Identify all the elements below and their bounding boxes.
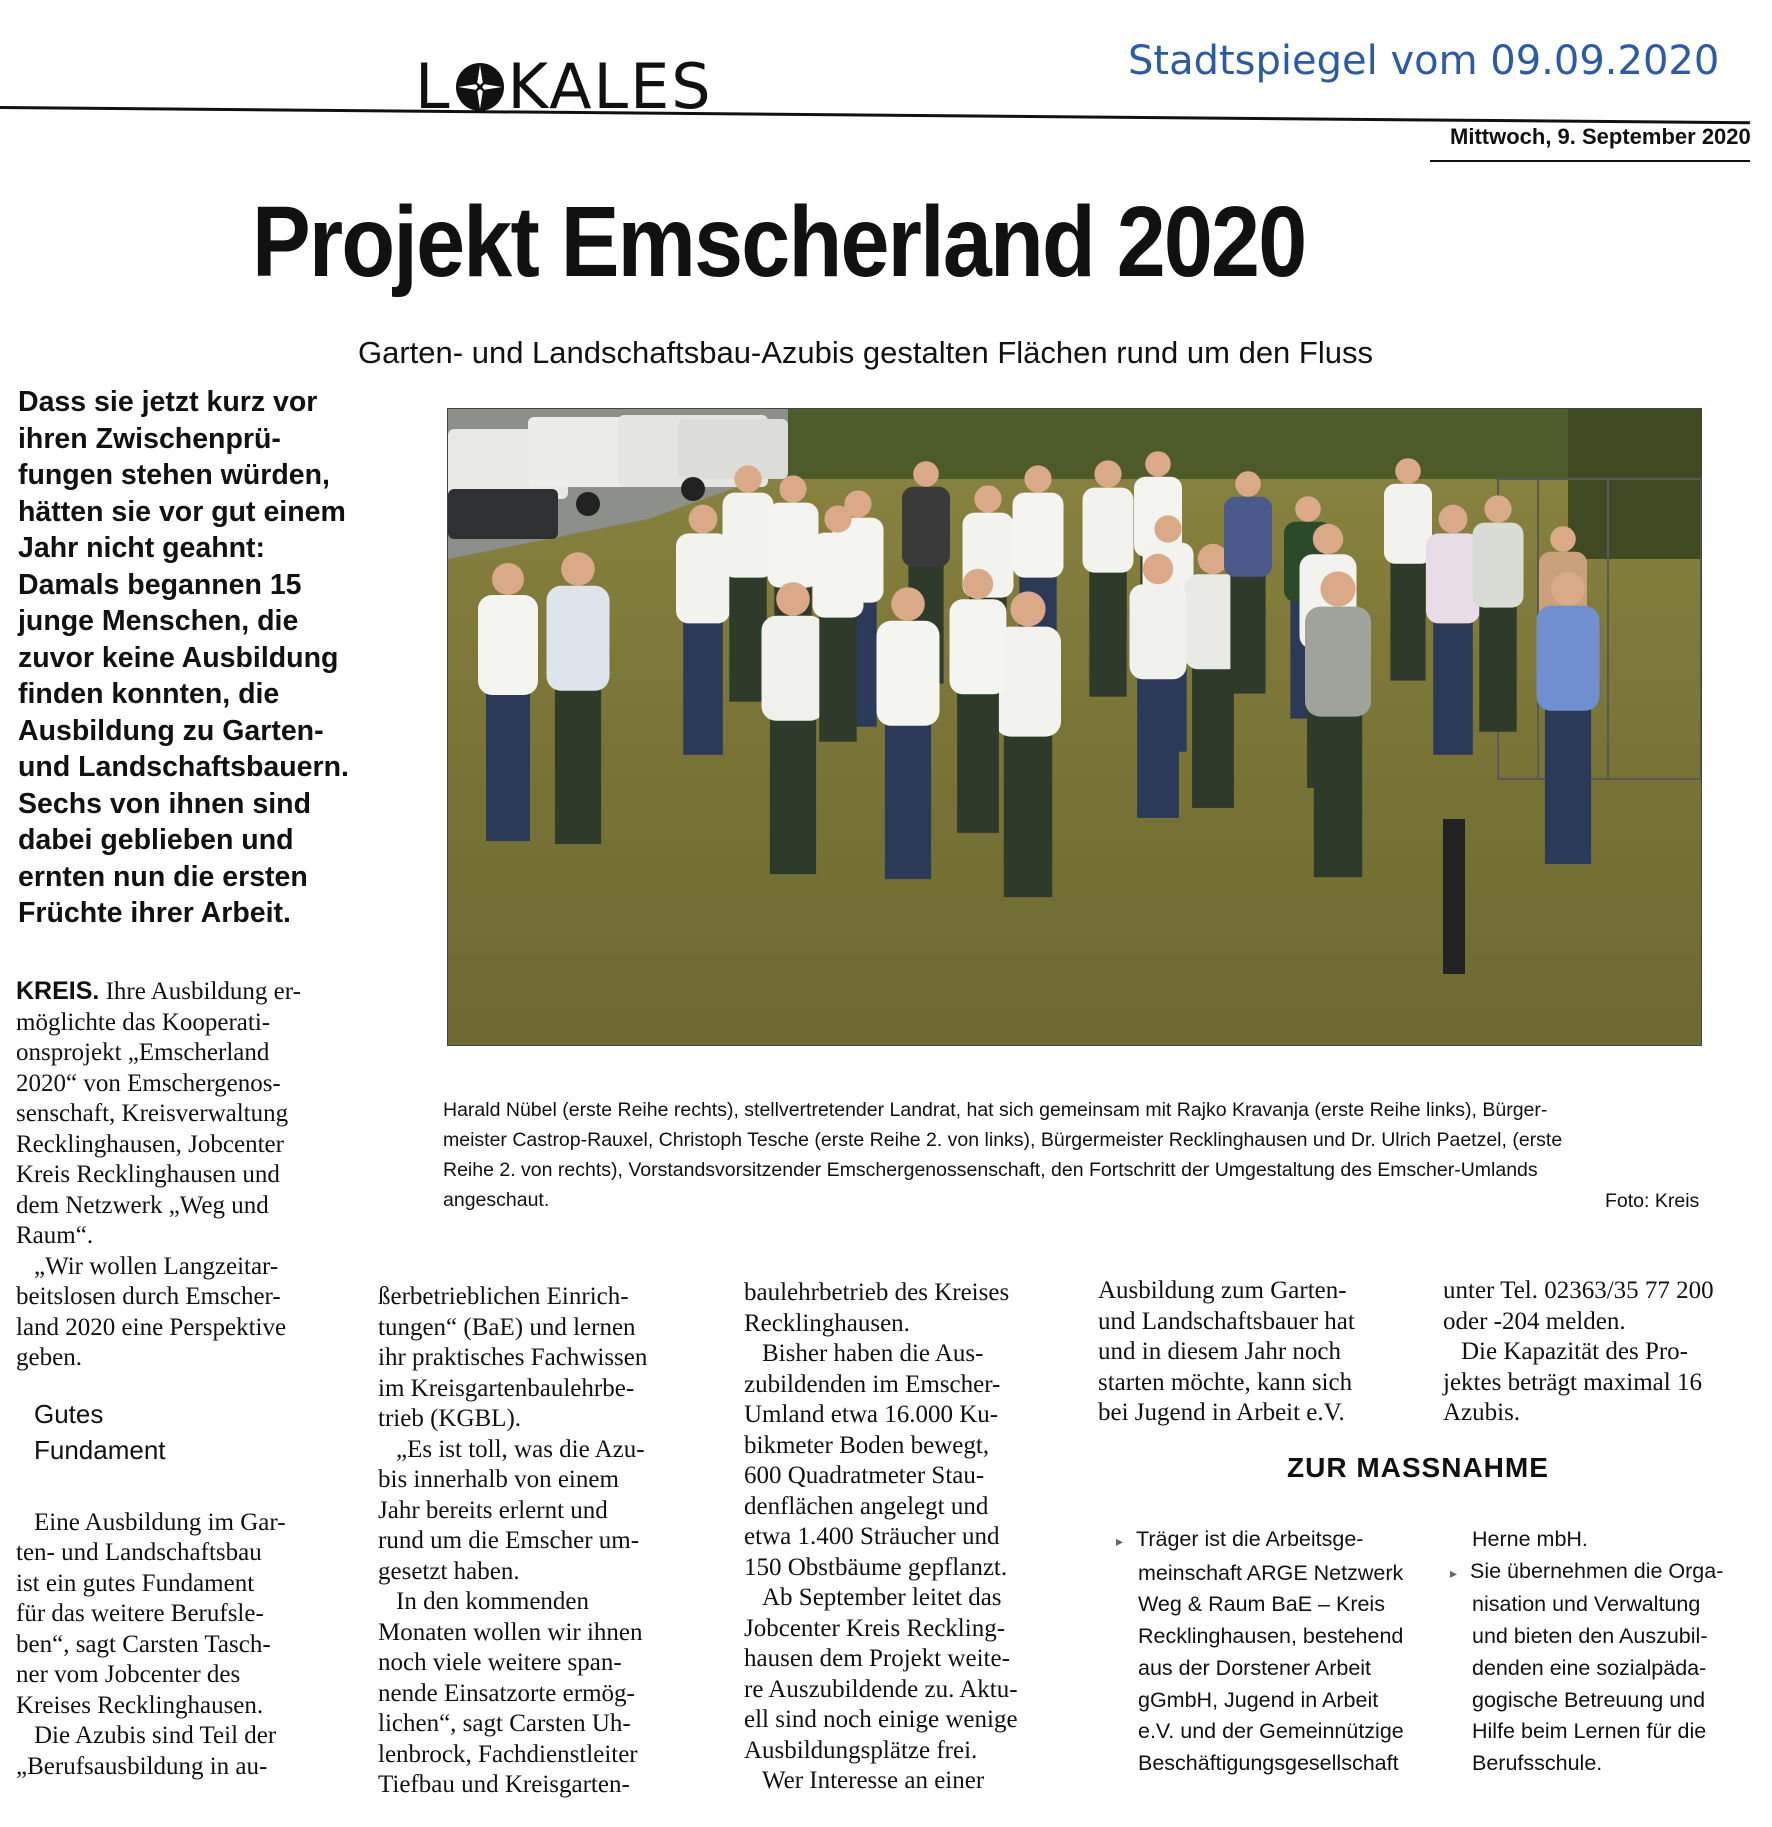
body-line: „Es ist toll, was die Azu-: [396, 1435, 645, 1463]
teaser-line: zuvor keine Ausbildung: [18, 641, 339, 674]
body-line: geben.: [16, 1344, 82, 1371]
infobox-line: [1472, 1716, 1772, 1748]
infobox-line: [1138, 1685, 1438, 1717]
body-line: im Kreisgartenbaulehrbe-: [378, 1374, 635, 1402]
body-line: baulehrbetrieb des Kreises: [744, 1279, 1010, 1306]
body-line: 600 Quadratmeter Stau-: [744, 1462, 985, 1489]
person-figure: [950, 569, 1007, 833]
infobox-line: [1472, 1653, 1772, 1685]
photo-caption: [443, 1095, 1713, 1215]
teaser-line: Sechs von ihnen sind: [18, 787, 311, 820]
body-line: zubildenden im Emscher-: [744, 1370, 1001, 1398]
body-column-2: [378, 1282, 723, 1801]
person-figure: [547, 552, 610, 844]
caption-line: Harald Nübel (erste Reihe rechts), stellvertretender Landrat, hat sich gemeinsam mit Rajko Kravanja (erste Reihe links), Bürger-: [443, 1099, 1548, 1121]
body-line: „Wir wollen Langzeitar-: [34, 1252, 279, 1280]
masthead-rule: [0, 106, 1750, 124]
section-subheading: Fundament: [34, 1434, 166, 1465]
body-line: Raum“.: [16, 1222, 94, 1249]
person-figure: [1224, 471, 1272, 693]
triangle-bullet-icon: ▸: [1450, 1564, 1458, 1581]
body-line: und in diesem Jahr noch: [1098, 1338, 1342, 1365]
infobox-line-text: Beschäftigungsgesellschaft: [1138, 1750, 1399, 1775]
body-line: ner vom Jobcenter des: [16, 1661, 241, 1688]
body-line: Wer Interesse an einer: [762, 1767, 985, 1794]
infobox-line-text: Weg & Raum BaE – Kreis: [1138, 1592, 1385, 1617]
body-line: bikmeter Boden bewegt,: [744, 1431, 990, 1459]
person-figure: [762, 582, 825, 874]
caption-line: Reihe 2. von rechts), Vorstandsvorsitzender Emschergenossenschaft, den Fortschritt der Umgestaltung des Emscher-Umlands: [443, 1159, 1538, 1181]
body-line: Monaten wollen wir ihnen: [378, 1618, 643, 1646]
teaser-line: Ausbildung zu Garten-: [18, 714, 324, 747]
teaser-line: junge Menschen, die: [18, 605, 299, 637]
body-line: Recklinghausen, Jobcenter: [16, 1130, 284, 1158]
caption-line: meister Castrop-Rauxel, Christoph Tesche (erste Reihe 2. von links), Bürgermeister Recklinghausen und Dr. Ulrich Paetzel, (erste: [443, 1129, 1563, 1151]
person-figure: [1384, 458, 1432, 680]
teaser-line: Früchte ihrer Arbeit.: [18, 897, 291, 929]
infobox-line-text: meinschaft ARGE Netzwerk: [1138, 1560, 1404, 1585]
body-line: Die Kapazität des Pro-: [1461, 1338, 1689, 1365]
body-line: Kreis Recklinghausen und: [16, 1161, 280, 1188]
infobox-line-text: und bieten den Auszubil-: [1472, 1624, 1708, 1649]
infobox-line-text: gogische Betreuung und: [1472, 1687, 1706, 1712]
teaser-line: ihren Zwischenprü-: [18, 422, 281, 455]
infobox-line: [1138, 1589, 1438, 1621]
body-line: ihr praktisches Fachwissen: [378, 1344, 648, 1371]
body-line: „Berufsausbildung in au-: [16, 1752, 268, 1780]
person-figure: [813, 505, 864, 741]
person-figure: [676, 505, 730, 755]
body-line: bei Jugend in Arbeit e.V.: [1098, 1399, 1345, 1426]
body-line: Ausbildung zum Garten-: [1098, 1277, 1347, 1304]
body-line: rund um die Emscher um-: [378, 1527, 640, 1554]
body-line: bis innerhalb von einem: [378, 1466, 619, 1493]
person-figure: [478, 563, 538, 841]
body-line: ist ein gutes Fundament: [16, 1569, 255, 1597]
body-line: etwa 1.400 Sträucher und: [744, 1523, 1000, 1550]
person-figure: [1473, 495, 1524, 731]
compass-rose-icon: [454, 61, 506, 113]
infobox-line: [1138, 1558, 1438, 1590]
person-figure: [1537, 572, 1600, 864]
infobox-line-text: e.V. und der Gemeinnützige: [1138, 1719, 1404, 1744]
infobox-line-text: Recklinghausen, bestehend: [1138, 1624, 1404, 1649]
infobox-line-text: nisation und Verwaltung: [1472, 1592, 1701, 1617]
body-line: Tiefbau und Kreisgarten-: [378, 1771, 630, 1798]
body-line: unter Tel. 02363/35 77 200: [1443, 1277, 1714, 1304]
body-line: [16, 976, 356, 1008]
body-column-5: [1443, 1276, 1763, 1429]
infobox-line: [1138, 1748, 1438, 1780]
infobox-line: [1472, 1685, 1772, 1717]
body-line: ell sind noch einige wenige: [744, 1706, 1018, 1733]
body-column-3: [744, 1278, 1089, 1797]
body-line: Umland etwa 16.000 Ku-: [744, 1401, 999, 1428]
body-line: In den kommenden: [396, 1588, 590, 1615]
body-line: re Auszubildende zu. Aktu-: [744, 1675, 1018, 1703]
article-headline: Projekt Emscherland 2020: [252, 186, 1306, 298]
body-line: Eine Ausbildung im Gar-: [34, 1508, 286, 1536]
body-line: Kreises Recklinghausen.: [16, 1691, 264, 1719]
teaser-line: hätten sie vor gut einem: [18, 495, 346, 528]
masthead-letter-l: L: [415, 50, 452, 123]
person-figure: [1130, 554, 1187, 818]
infobox-line-text: Berufsschule.: [1472, 1750, 1603, 1775]
infobox-line: [1450, 1556, 1772, 1590]
masthead-letters-kales: KALES: [507, 50, 713, 123]
person-figure: [1305, 571, 1371, 877]
infobox-line-text: Hilfe beim Lernen für die: [1472, 1719, 1707, 1744]
body-line: Jobcenter Kreis Reckling-: [744, 1614, 1006, 1642]
teaser-line: ernten nun die ersten: [18, 860, 308, 893]
infobox-line: [1472, 1621, 1772, 1653]
infobox-line: [1138, 1716, 1438, 1748]
infobox-line-text: denden eine sozialpäda-: [1472, 1655, 1707, 1680]
person-figure: [1083, 460, 1134, 696]
article-teaser: [18, 384, 373, 932]
body-line: Jahr bereits erlernt und: [378, 1496, 608, 1524]
body-line: nende Einsatzorte ermög-: [378, 1679, 635, 1707]
body-line: ben“, sagt Carsten Tasch-: [16, 1630, 271, 1658]
infobox-column-2: [1450, 1524, 1772, 1780]
body-line: oder -204 melden.: [1443, 1307, 1626, 1335]
teaser-line: finden konnten, die: [18, 678, 280, 710]
body-line: möglichte das Kooperati-: [16, 1008, 271, 1036]
body-line: dem Netzwerk „Weg und: [16, 1191, 269, 1219]
body-line: beitslosen durch Emscher-: [16, 1283, 281, 1310]
teaser-line: Damals begannen 15: [18, 568, 302, 601]
body-line: hausen dem Projekt weite-: [744, 1645, 1010, 1672]
body-line: senschaft, Kreisverwaltung: [16, 1100, 289, 1127]
infobox-line: Herne mbH.: [1472, 1527, 1588, 1551]
body-column-4: [1098, 1276, 1443, 1429]
infobox-line-text: Sie übernehmen die Orga-: [1470, 1558, 1724, 1583]
body-line: onsprojekt „Emscherland: [16, 1039, 270, 1066]
teaser-line: Dass sie jetzt kurz vor: [18, 386, 318, 418]
body-line: jektes beträgt maximal 16: [1443, 1368, 1702, 1396]
body-column-1: [16, 976, 356, 1782]
publication-stamp: Stadtspiegel vom 09.09.2020: [1128, 38, 1720, 84]
body-line: lichen“, sagt Carsten Uh-: [378, 1710, 631, 1737]
infobox-line: [1138, 1653, 1438, 1685]
body-line: 2020“ von Emschergenos-: [16, 1069, 281, 1097]
body-line: lenbrock, Fachdienstleiter: [378, 1740, 638, 1768]
body-line: für das weitere Berufsle-: [16, 1600, 264, 1627]
infobox-line-text: aus der Dorstener Arbeit: [1138, 1655, 1372, 1680]
body-line: Recklinghausen.: [744, 1309, 910, 1337]
body-line: Azubis.: [1443, 1399, 1521, 1426]
teaser-line: dabei geblieben und: [18, 824, 294, 856]
body-line: denflächen angelegt und: [744, 1492, 989, 1520]
infobox-line-text: gGmbH, Jugend in Arbeit: [1138, 1687, 1379, 1712]
body-line: und Landschaftsbauer hat: [1098, 1307, 1355, 1335]
person-figure: [877, 587, 940, 879]
body-line: Bisher haben die Aus-: [762, 1340, 984, 1367]
teaser-line: Jahr nicht geahnt:: [18, 532, 266, 564]
triangle-bullet-icon: ▸: [1116, 1533, 1124, 1549]
group-photo: [447, 408, 1702, 1046]
body-line: Ausbildungsplätze frei.: [744, 1736, 978, 1764]
body-line: ten- und Landschaftsbau: [16, 1539, 262, 1566]
infobox-line-text: Träger ist die Arbeitsge-: [1136, 1527, 1364, 1551]
body-line: land 2020 eine Perspektive: [16, 1313, 287, 1341]
teaser-line: und Landschaftsbauern.: [18, 751, 349, 783]
caption-line: angeschaut.: [443, 1189, 550, 1211]
body-line: tungen“ (BaE) und lernen: [378, 1313, 636, 1341]
body-line: gesetzt haben.: [378, 1557, 520, 1585]
photo-credit: Foto: Kreis: [1605, 1190, 1700, 1212]
infobox-title: ZUR MASSNAHME: [1287, 1452, 1549, 1483]
person-figure: [1426, 505, 1480, 755]
body-line: 150 Obstbäume gepflanzt.: [744, 1553, 1008, 1581]
body-line: starten möchte, kann sich: [1098, 1368, 1353, 1396]
body-line: Ab September leitet das: [762, 1584, 1002, 1611]
body-line: trieb (KGBL).: [378, 1405, 522, 1432]
body-line-rest: Ihre Ausbildung er-: [99, 978, 301, 1005]
issue-date: Mittwoch, 9. September 2020: [1450, 124, 1751, 149]
article-subheadline: Garten- und Landschaftsbau-Azubis gestalten Flächen rund um den Fluss: [358, 335, 1373, 370]
infobox-column-1: [1116, 1524, 1438, 1780]
teaser-line: fungen stehen würden,: [18, 459, 330, 491]
infobox-line: [1472, 1748, 1772, 1780]
infobox-line: [1472, 1589, 1772, 1621]
section-subheading: Gutes: [34, 1398, 104, 1429]
date-rule: [1430, 160, 1750, 162]
infobox-line: [1138, 1621, 1438, 1653]
body-line: ßerbetrieblichen Einrich-: [378, 1283, 629, 1310]
body-line: noch viele weitere span-: [378, 1649, 622, 1676]
dateline-location: KREIS.: [16, 977, 100, 1005]
infobox-line: [1116, 1524, 1438, 1558]
body-line: Die Azubis sind Teil der: [34, 1722, 277, 1749]
